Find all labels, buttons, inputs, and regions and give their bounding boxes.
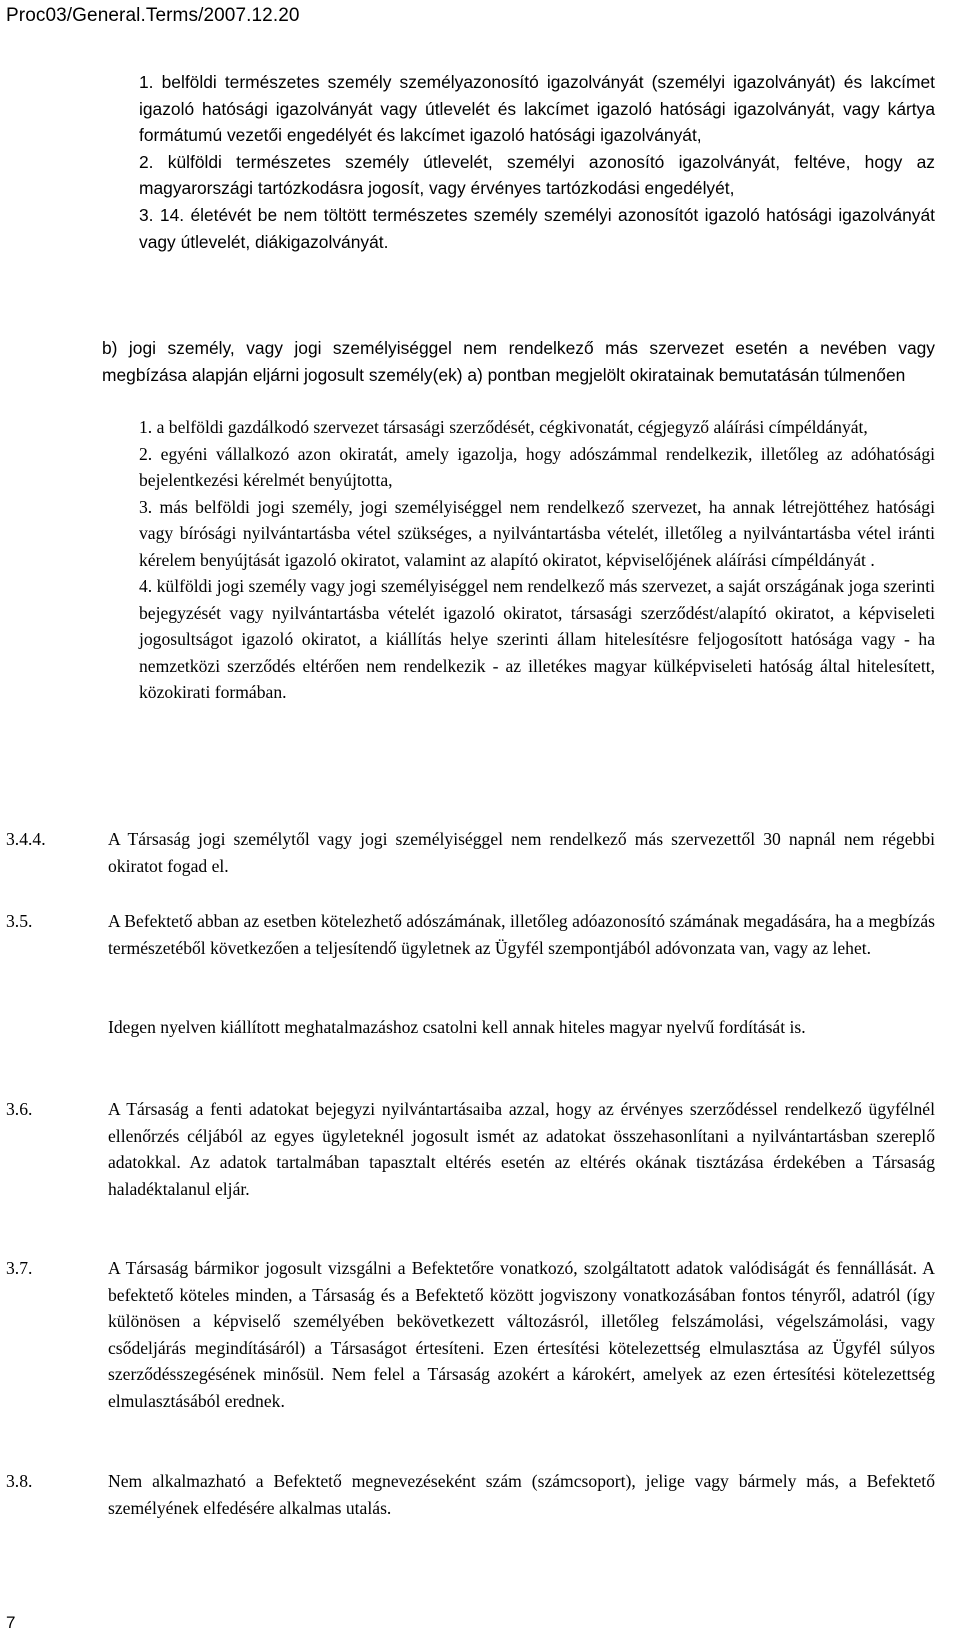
section-3-4-4-text: A Társaság jogi személytől vagy jogi személyiséggel nem rendelkező más szervezettől 30 napnál nem régebbi okiratot fogad el. xyxy=(108,829,935,876)
section-3-6-text: A Társaság a fenti adatokat bejegyzi nyilvántartásaiba azzal, hogy az érvényes szerződéssel rendelkező ügyfélnél ellenőrzés céljából az egyes ügyleteknél jogosult ismét az adatokat összehasonlítani a nyilvántartásban szereplő adatokkal. Az adatok tartalmában tapasztalt eltérés esetén az eltérés okának tisztázása érdekében a Társaság haladéktalanul eljár. xyxy=(108,1099,935,1199)
section-number: 3.6. xyxy=(6,1099,33,1119)
page-number: 7 xyxy=(6,1613,16,1632)
list-a-item-2: 2. külföldi természetes személy útlevelét, személyi azonosító igazolványát, feltéve, hogy az magyarországi tartózkodásra jogosít, vagy érvényes tartózkodási engedélyét, xyxy=(139,151,935,199)
section-number: 3.5. xyxy=(6,911,33,931)
list-b-item-3: 3. más belföldi jogi személy, jogi személyiséggel nem rendelkező szervezet, ha annak létrejöttéhez hatósági vagy bírósági nyilvántartásba vétel szükséges, a nyilvántartásba vételét, illetőleg a nyilvántartásba vétel iránti kérelem benyújtását igazoló okiratot, valamint az alapító okiratot, képviselőjének aláírási címpéldányát . xyxy=(139,496,935,570)
document-header: Proc03/General.Terms/2007.12.20 xyxy=(6,5,300,26)
list-a xyxy=(139,69,935,255)
section-3-5-text: A Befektető abban az esetben kötelezhető adószámának, illetőleg adóazonosító számának megadására, ha a megbízás természetéből következően a teljesítendő ügyletnek az Ügyfél szempontjából adóvonzata van, vagy az lehet. xyxy=(108,911,935,958)
section-number: 3.7. xyxy=(6,1258,33,1278)
list-a-item-1: 1. belföldi természetes személy személyazonosító igazolványát (személyi igazolványát) és lakcímet igazoló hatósági igazolványát vagy útlevelét és lakcímet igazoló hatósági igazolványát, vagy kártya formátumú vezetői engedélyét és lakcímet igazoló hatósági igazolványát, xyxy=(139,72,935,146)
list-b xyxy=(139,414,935,706)
list-b-item-1: 1. a belföldi gazdálkodó szervezet társasági szerződését, cégkivonatát, cégjegyző aláírási címpéldányát, xyxy=(139,417,868,437)
para-b: b) jogi személy, vagy jogi személyiséggel nem rendelkező más szervezet esetén a nevében vagy megbízása alapján eljárni jogosult személy(ek) a) pontban megjelölt okiratainak bemutatásán túlmenően xyxy=(102,338,935,385)
list-b-item-2: 2. egyéni vállalkozó azon okiratát, amely igazolja, hogy adószámmal rendelkezik, illetőleg az adóhatósági bejelentkezési kérelmét benyújtotta, xyxy=(139,443,935,490)
section-number: 3.4.4. xyxy=(6,829,46,849)
list-b-item-4: 4. külföldi jogi személy vagy jogi személyiséggel nem rendelkező más szervezet, a saját országának joga szerinti bejegyzését vagy nyilvántartásba vételét igazoló okiratot, társasági szerződést/alapító okiratot, a képviseleti jogosultságot igazoló okiratot, a kiállítás helye szerinti állam hitelesítésre feljogosított hatósága vagy - ha nemzetközi szerződés eltérően nem rendelkezik - az illetékes magyar külképviseleti hatóság által hitelesített, közokirati formában. xyxy=(139,576,935,702)
section-3-5-note: Idegen nyelven kiállított meghatalmazáshoz csatolni kell annak hiteles magyar nyelvű fordítását is. xyxy=(108,1017,806,1037)
section-number: 3.8. xyxy=(6,1471,33,1491)
list-a-item-3: 3. 14. életévét be nem töltött természetes személy személyi azonosítót igazoló hatósági igazolványát vagy útlevelét, diákigazolványát. xyxy=(139,204,935,252)
section-3-7-text: A Társaság bármikor jogosult vizsgálni a Befektetőre vonatkozó, szolgáltatott adatok valódiságát és fennállását. A befektető köteles minden, a Társaság és a Befektető között jogviszony vonatkozásában fontos tényről, adatról (így különösen a képviselő személyében bekövetkezett változásról, illetőleg felszámolási, végelszámolási, vagy csődeljárás megindításáról) a Társaságot értesíteni. Ezen értesítési kötelezettség elmulasztása az Ügyfél súlyos szerződésszegésének minősül. Nem felel a Társaság azokért a károkért, amelyek az ezen értesítési kötelezettség elmulasztásából erednek. xyxy=(108,1258,935,1411)
section-3-8-text: Nem alkalmazható a Befektető megnevezéseként szám (számcsoport), jelige vagy bármely más, a Befektető személyének elfedésére alkalmas utalás. xyxy=(108,1471,935,1518)
